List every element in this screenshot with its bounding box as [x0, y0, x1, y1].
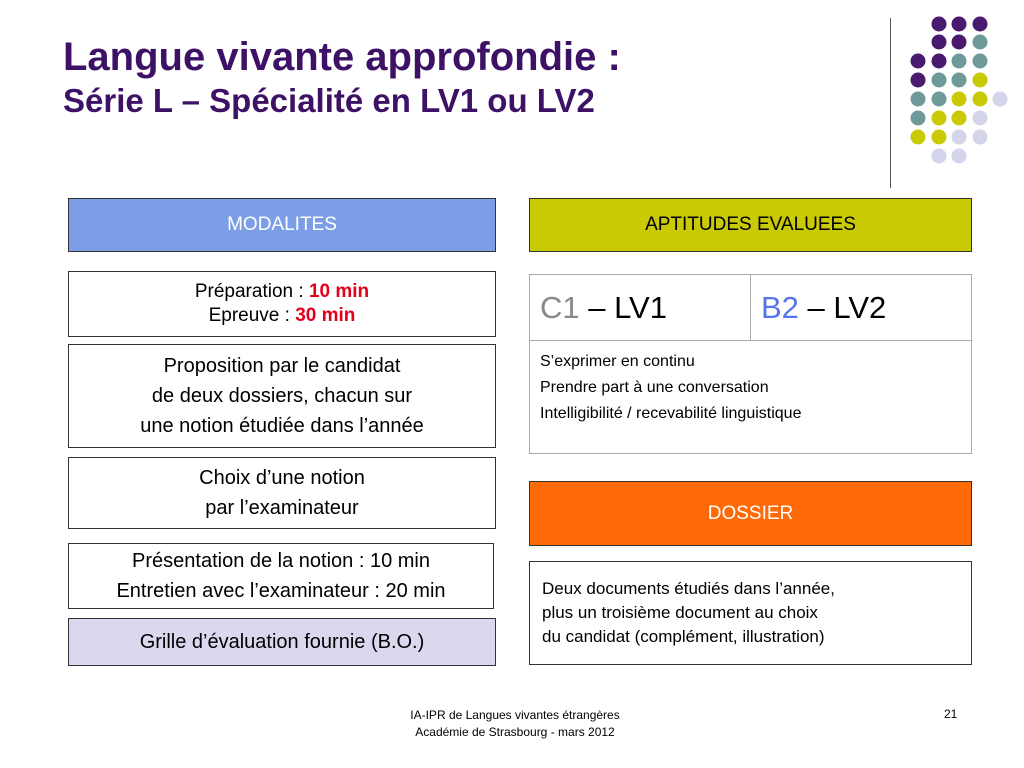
choix-line-1: Choix d’une notion — [199, 467, 365, 489]
decorative-dot — [911, 92, 926, 107]
aptitude-item: Intelligibilité / recevabilité linguistique — [540, 405, 802, 422]
levels-table — [529, 274, 972, 454]
footer-line-1: IA-IPR de Langues vivantes étrangères — [410, 708, 620, 722]
decorative-dot — [932, 130, 947, 145]
decorative-dot — [973, 35, 988, 50]
proposition-line-2: de deux dossiers, chacun sur — [151, 385, 413, 407]
page-number: 21 — [944, 707, 958, 721]
dossier-line-3: du candidat (complément, illustration) — [542, 627, 825, 646]
dossier-header — [529, 481, 972, 546]
decorative-dot — [952, 73, 967, 88]
decorative-dot — [911, 111, 926, 126]
aptitudes-header-label: APTITUDES EVALUEES — [645, 214, 856, 235]
title-line-1: Langue vivante approfondie : — [63, 35, 621, 79]
decorative-dot — [973, 73, 988, 88]
presentation-box — [68, 543, 494, 609]
dossier-header-label: DOSSIER — [707, 502, 794, 524]
footer — [360, 707, 670, 741]
lv2-label: – LV2 — [798, 289, 887, 325]
decorative-dot — [932, 54, 947, 69]
decorative-dot — [973, 130, 988, 145]
decorative-dot — [952, 92, 967, 107]
decorative-dot — [952, 111, 967, 126]
levels-table-header-row — [530, 275, 971, 341]
choix-line-2: par l’examinateur — [205, 497, 359, 519]
decorative-dot — [952, 130, 967, 145]
decorative-dot — [911, 73, 926, 88]
title-line-2: Série L – Spécialité en LV1 ou LV2 — [63, 82, 595, 119]
duration-box — [68, 271, 496, 337]
modalites-header — [68, 198, 496, 252]
modalites-header-label: MODALITES — [227, 214, 337, 235]
decorative-dot — [952, 17, 967, 32]
lv1-cell — [530, 275, 750, 340]
decorative-dot — [932, 73, 947, 88]
decorative-dot — [911, 54, 926, 69]
epreuve-label: Epreuve : — [208, 305, 296, 326]
aptitude-item: S’exprimer en continu — [540, 353, 695, 370]
dossier-line-2: plus un troisième document au choix — [542, 603, 818, 622]
epreuve-value: 30 min — [295, 305, 356, 326]
c1-level: C1 — [540, 289, 580, 325]
decorative-dot-grid — [0, 0, 1024, 200]
preparation-label: Préparation : — [194, 281, 309, 302]
lv2-cell — [750, 275, 971, 340]
footer-line-2: Académie de Strasbourg - mars 2012 — [415, 725, 615, 739]
decorative-dot — [952, 149, 967, 164]
decorative-dot — [993, 92, 1008, 107]
decorative-dot — [952, 54, 967, 69]
decorative-dot — [932, 92, 947, 107]
epreuve-line — [69, 304, 495, 328]
decorative-dot — [932, 35, 947, 50]
presentation-line-1: Présentation de la notion : 10 min — [132, 550, 430, 572]
choix-box — [68, 457, 496, 529]
decorative-dot — [932, 111, 947, 126]
proposition-line-1: Proposition par le candidat — [163, 355, 401, 377]
preparation-line — [69, 280, 495, 304]
presentation-line-2: Entretien avec l’examinateur : 20 min — [116, 580, 446, 602]
aptitude-item: Prendre part à une conversation — [540, 379, 769, 396]
proposition-line-3: une notion étudiée dans l’année — [140, 415, 424, 437]
preparation-value: 10 min — [308, 281, 370, 302]
dossier-line-1: Deux documents étudiés dans l’année, — [542, 579, 835, 598]
decorative-dot — [973, 92, 988, 107]
decorative-dot — [932, 149, 947, 164]
b2-level: B2 — [761, 289, 799, 325]
lv1-label: – LV1 — [579, 289, 667, 325]
grille-label: Grille d’évaluation fournie (B.O.) — [139, 631, 425, 653]
decorative-dot — [911, 130, 926, 145]
decorative-dot — [952, 35, 967, 50]
decorative-dot — [973, 111, 988, 126]
grille-box — [68, 618, 496, 666]
decorative-dot — [973, 54, 988, 69]
proposition-box — [68, 344, 496, 448]
dossier-box — [529, 561, 972, 665]
decorative-dot — [932, 17, 947, 32]
decorative-dot — [973, 17, 988, 32]
levels-table-body — [530, 341, 971, 435]
aptitudes-header — [529, 198, 972, 252]
